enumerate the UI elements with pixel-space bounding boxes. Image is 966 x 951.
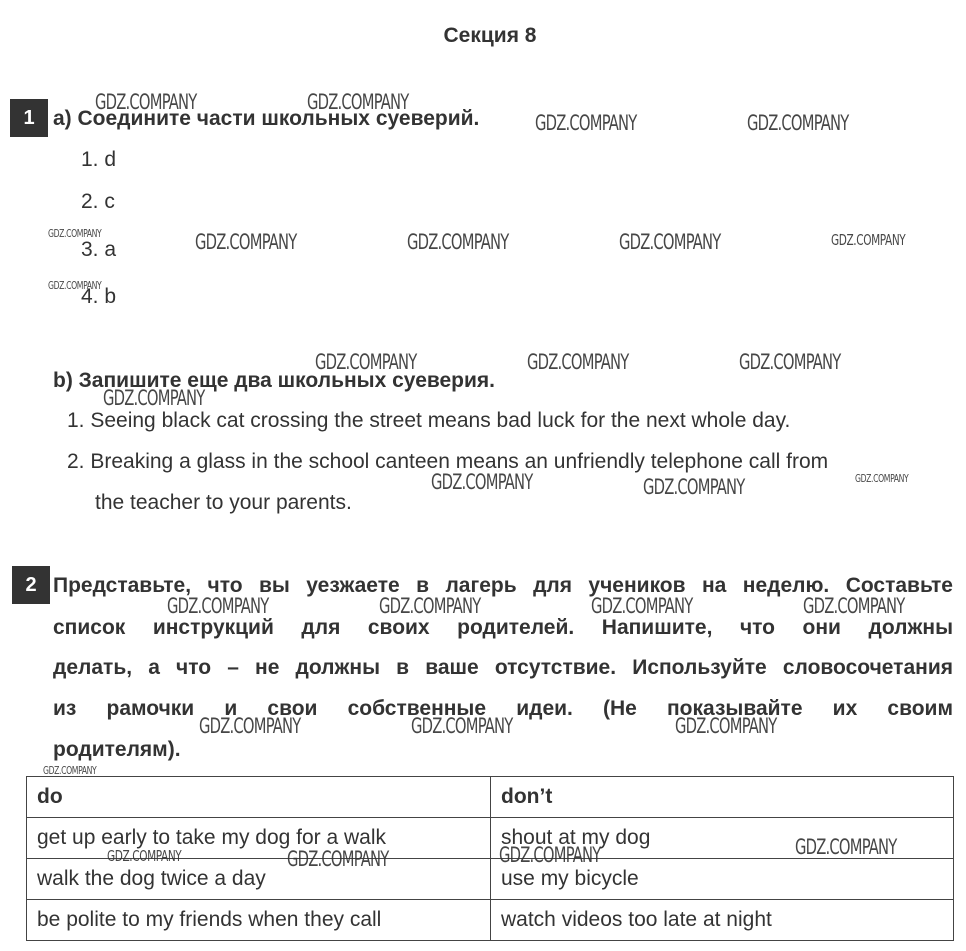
- watermark: GDZ.COMPANY: [411, 714, 513, 738]
- header-dont: don’t: [491, 777, 954, 818]
- superstition-2: 2. Breaking a glass in the school canteen means an unfriendly telephone call from: [67, 450, 829, 473]
- exercise-1b-heading: b) Запишите еще два школьных суеверия.: [53, 369, 496, 392]
- exercise-2-text-line-2: список инструкций для своих родителей. Напишите, что они должны: [53, 616, 953, 639]
- watermark: GDZ.COMPANY: [535, 111, 637, 135]
- watermark: GDZ.COMPANY: [803, 594, 905, 618]
- header-do: do: [27, 777, 491, 818]
- do-cell: walk the dog twice a day: [27, 859, 491, 900]
- watermark: GDZ.COMPANY: [619, 230, 721, 254]
- watermark: GDZ.COMPANY: [591, 594, 693, 618]
- watermark: GDZ.COMPANY: [527, 350, 629, 374]
- watermark: GDZ.COMPANY: [407, 230, 509, 254]
- exercise-2-text-line-4: из рамочки и свои собственные идеи. (Не показывайте их своим: [53, 697, 953, 720]
- table-row: [27, 859, 954, 900]
- dont-cell: use my bicycle: [491, 859, 954, 900]
- do-cell: be polite to my friends when they call: [27, 900, 491, 941]
- watermark: GDZ.COMPANY: [499, 843, 601, 867]
- watermark: GDZ.COMPANY: [643, 475, 745, 499]
- watermark: GDZ.COMPANY: [199, 714, 301, 738]
- instructions-table: [26, 776, 954, 941]
- dont-cell: watch videos too late at night: [491, 900, 954, 941]
- watermark: GDZ.COMPANY: [195, 230, 297, 254]
- do-cell: get up early to take my dog for a walk: [27, 818, 491, 859]
- exercise-2-text-line-3: делать, а что – не должны в ваше отсутствие. Используйте словосочетания: [53, 656, 953, 679]
- watermark: GDZ.COMPANY: [315, 350, 417, 374]
- watermark: GDZ.COMPANY: [103, 386, 205, 410]
- watermark: GDZ.COMPANY: [48, 227, 102, 240]
- page-title: Секция 8: [443, 24, 537, 47]
- watermark: GDZ.COMPANY: [43, 764, 97, 777]
- watermark: GDZ.COMPANY: [431, 470, 533, 494]
- superstition-1: 1. Seeing black cat crossing the street means bad luck for the next whole day.: [67, 409, 791, 432]
- watermark: GDZ.COMPANY: [167, 594, 269, 618]
- watermark: GDZ.COMPANY: [831, 231, 906, 249]
- watermark: GDZ.COMPANY: [287, 847, 389, 871]
- watermark: GDZ.COMPANY: [95, 90, 197, 114]
- answer-1: 1. d: [81, 148, 117, 171]
- watermark: GDZ.COMPANY: [307, 90, 409, 114]
- superstition-2-continued: the teacher to your parents.: [95, 491, 352, 514]
- table-row: [27, 900, 954, 941]
- watermark: GDZ.COMPANY: [747, 111, 849, 135]
- watermark: GDZ.COMPANY: [855, 472, 909, 485]
- answer-2: 2. c: [81, 190, 115, 213]
- watermark: GDZ.COMPANY: [675, 714, 777, 738]
- watermark: GDZ.COMPANY: [739, 350, 841, 374]
- watermark: GDZ.COMPANY: [107, 847, 182, 865]
- watermark: GDZ.COMPANY: [795, 835, 897, 859]
- answer-3: 3. a: [81, 238, 117, 261]
- answer-4: 4. b: [81, 285, 117, 308]
- dont-cell: shout at my dog: [491, 818, 954, 859]
- table-header-row: [27, 777, 954, 818]
- exercise-2-text-line-5: родителям).: [53, 738, 181, 761]
- exercise-1a-heading: a) Соедините части школьных суеверий.: [53, 107, 480, 130]
- watermark: GDZ.COMPANY: [48, 279, 102, 292]
- table-row: [27, 818, 954, 859]
- exercise-2-number: 2: [12, 566, 50, 604]
- exercise-1-number: 1: [10, 99, 48, 137]
- exercise-2-text-line-1: Представьте, что вы уезжаете в лагерь для учеников на неделю. Составьте: [53, 574, 953, 597]
- watermark: GDZ.COMPANY: [379, 594, 481, 618]
